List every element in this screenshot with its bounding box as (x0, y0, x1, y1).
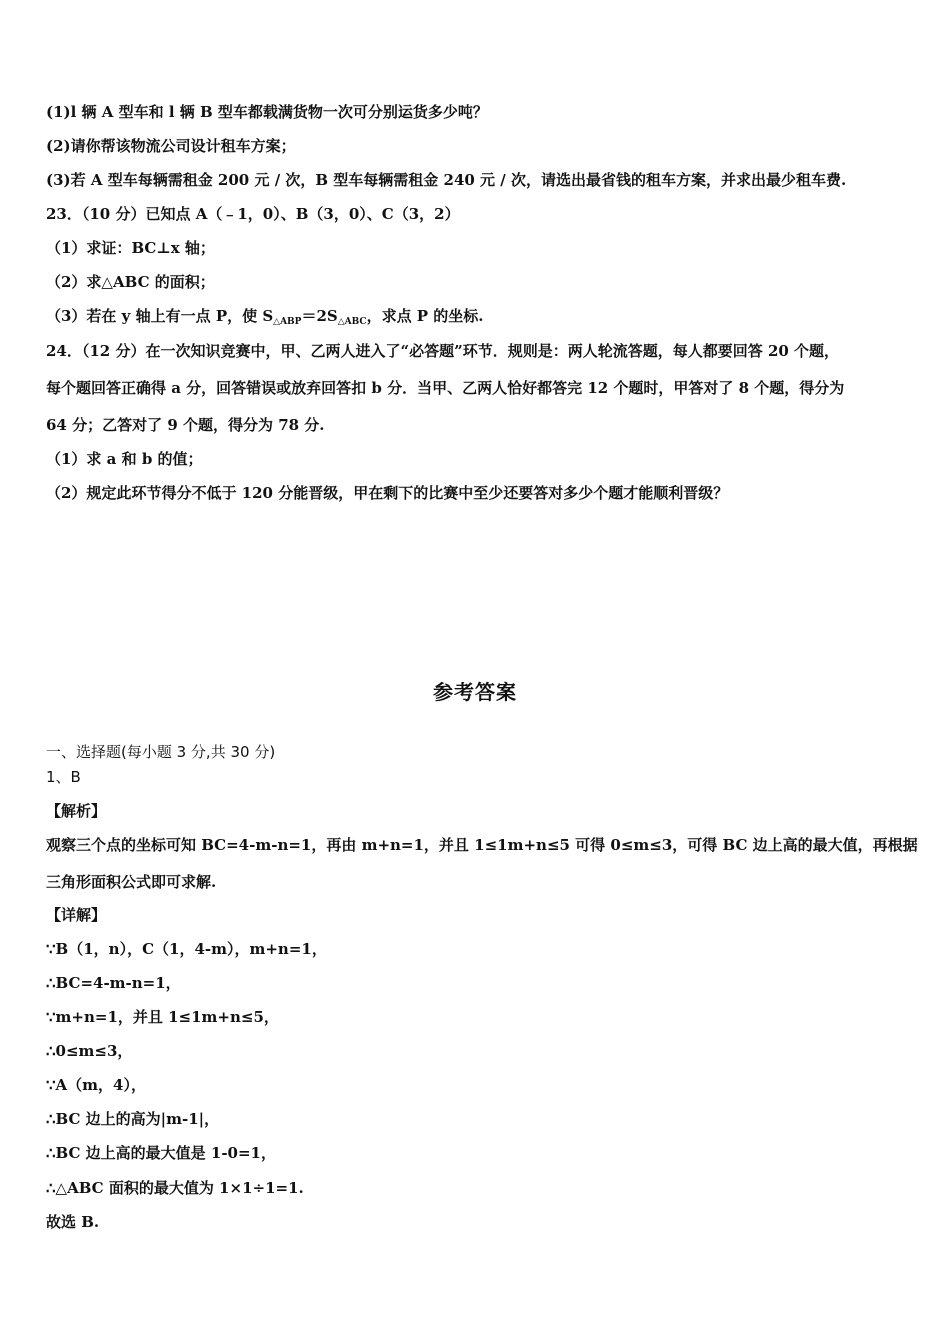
detail-step: ∵m+n=1，并且 1≤1m+n≤5， (46, 1008, 279, 1026)
problem-23-q1: （1）求证：BC⊥x 轴； (46, 239, 215, 257)
subscript-abp: △ABP (273, 317, 302, 327)
problem-22-q3: (3)若 A 型车每辆需租金 200 元 / 次，B 型车每辆需租金 240 元 / 次，请选出最省钱的租车方案，并求出最少租车费. (46, 171, 847, 189)
problem-24-q1: （1）求 a 和 b 的值； (46, 450, 203, 468)
detail-step: ∵A（m，4）， (46, 1076, 146, 1094)
section-choice-heading: 一、选择题(每小题 3 分,共 30 分) (46, 743, 276, 761)
detail-step: ∴BC 边上的高为|m-1|， (46, 1110, 220, 1128)
answer-1: 1、B (46, 768, 81, 786)
problem-23-stem: 23．（10 分）已知点 A（﹣1，0）、B（3，0）、C（3，2） (46, 205, 460, 223)
analysis-line1: 观察三个点的坐标可知 BC=4-m-n=1，再由 m+n=1，并且 1≤1m+n≤5 可得 0≤m≤3，可得 BC 边上高的最大值，再根据 (46, 836, 918, 854)
problem-24-q2: （2）规定此环节得分不低于 120 分能晋级，甲在剩下的比赛中至少还要答对多少个题才能顺利晋级？ (46, 484, 729, 502)
problem-24-stem-line2: 每个题回答正确得 a 分，回答错误或放弃回答扣 b 分．当甲、乙两人恰好都答完 12 个题时，甲答对了 8 个题，得分为 (46, 379, 845, 397)
problem-23-q3 (46, 306, 484, 332)
detail-label: 【详解】 (46, 906, 107, 924)
problem-23-q3-text-a: （3）若在 y 轴上有一点 P，使 S (46, 307, 274, 325)
problem-22-q1: (1)l 辆 A 型车和 l 辆 B 型车都载满货物一次可分别运货多少吨？ (46, 103, 488, 121)
detail-step: 故选 B. (46, 1213, 100, 1231)
problem-23-q3-text-c: ，求点 P 的坐标. (366, 307, 484, 325)
analysis-line2: 三角形面积公式即可求解. (46, 873, 217, 891)
problem-22-q2: (2)请你帮该物流公司设计租车方案； (46, 137, 296, 155)
detail-step: ∴△ABC 面积的最大值为 1×1÷1=1. (46, 1179, 304, 1197)
subscript-abc: △ABC (337, 317, 367, 327)
problem-24-stem-line1: 24．（12 分）在一次知识竞赛中，甲、乙两人进入了“必答题”环节．规则是：两人轮流答题，每人都要回答 20 个题， (46, 342, 840, 360)
detail-step: ∴BC 边上高的最大值是 1-0=1， (46, 1144, 276, 1162)
detail-step: ∴0≤m≤3， (46, 1042, 133, 1060)
analysis-label: 【解析】 (46, 802, 107, 820)
detail-step: ∵B（1，n），C（1，4-m），m+n=1， (46, 940, 327, 958)
problem-23-q3-text-b: ＝2S (301, 307, 338, 325)
problem-23-q2: （2）求△ABC 的面积； (46, 273, 215, 291)
detail-step: ∴BC=4-m-n=1， (46, 974, 181, 992)
answers-title: 参考答案 (433, 680, 517, 704)
problem-24-stem-line3: 64 分；乙答对了 9 个题，得分为 78 分. (46, 416, 325, 434)
